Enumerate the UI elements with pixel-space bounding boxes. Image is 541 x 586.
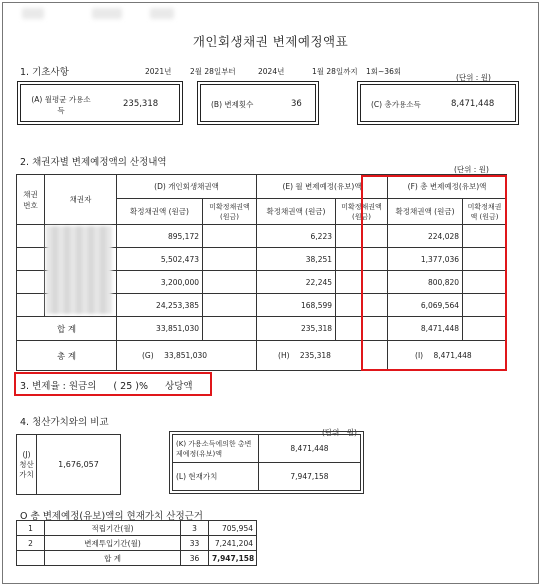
l-label: (L) 현재가치 bbox=[173, 463, 259, 491]
total-h-label: (H) bbox=[278, 351, 290, 360]
present-value-table bbox=[172, 434, 361, 491]
col-d-header: (D) 개인회생채권액 bbox=[117, 175, 257, 199]
f-confirmed-header: 확정채권액 (원금) bbox=[388, 199, 463, 225]
basis-row1-months: 3 bbox=[181, 521, 209, 536]
col-e-header: (E) 월 변제예정(유보)액 bbox=[257, 175, 388, 199]
row2-e: 38,251 bbox=[257, 248, 336, 271]
rate-prefix: 3. 변제율 : 원금의 bbox=[20, 381, 97, 392]
repayment-rate-text bbox=[20, 378, 193, 392]
sum-e: 235,318 bbox=[257, 317, 336, 341]
section1-unit: (단위 : 원) bbox=[456, 73, 491, 82]
box-b-value: 36 bbox=[291, 99, 302, 109]
redacted-header-3 bbox=[150, 8, 174, 19]
basis-row1-amount: 705,954 bbox=[209, 521, 257, 536]
d-confirmed-header: 확정채권액 (원금) bbox=[117, 199, 203, 225]
total-h-value: 235,318 bbox=[299, 351, 331, 360]
sum-f: 8,471,448 bbox=[388, 317, 463, 341]
box-b-label: (B) 변제횟수 bbox=[211, 100, 254, 109]
box-a bbox=[20, 84, 180, 122]
redacted-creditor-names bbox=[46, 226, 112, 314]
col-no-header: 채권 번호 bbox=[17, 175, 45, 225]
row1-d: 895,172 bbox=[117, 225, 203, 248]
table-row bbox=[17, 536, 257, 551]
basis-row2-amount: 7,241,204 bbox=[209, 536, 257, 551]
basis-total-months: 36 bbox=[181, 551, 209, 566]
e-confirmed-header: 확정채권액 (원금) bbox=[257, 199, 336, 225]
row1-f: 224,028 bbox=[388, 225, 463, 248]
row4-f: 6,069,564 bbox=[388, 294, 463, 317]
box-c-label: (C) 총가용소득 bbox=[371, 100, 421, 109]
f-unconfirmed-header: 미확정채권액 (원금) bbox=[463, 199, 507, 225]
section4-heading: 4. 청산가치와의 비교 bbox=[20, 417, 109, 428]
total-label: 총 계 bbox=[17, 341, 117, 371]
section2-unit: (단위 : 원) bbox=[454, 165, 489, 174]
col-f-header: (F) 총 변제예정(유보)액 bbox=[388, 175, 507, 199]
col-creditor-header: 채권자 bbox=[45, 175, 117, 225]
e-unconfirmed-header: 미확정채권액 (원금) bbox=[336, 199, 388, 225]
present-value-basis-table bbox=[16, 520, 257, 566]
liquidation-table bbox=[16, 434, 121, 495]
d-unconfirmed-header: 미확정채권액 (원금) bbox=[203, 199, 257, 225]
l-value: 7,947,158 bbox=[259, 463, 361, 491]
sum-d: 33,851,030 bbox=[117, 317, 203, 341]
total-g-cell bbox=[117, 341, 257, 371]
installments: 1회~36회 bbox=[366, 67, 402, 76]
total-g-value: 33,851,030 bbox=[164, 351, 208, 360]
k-label: (K) 가용소득에의한 총변제예정(유보)액 bbox=[173, 435, 259, 463]
basis-row2-no: 2 bbox=[17, 536, 45, 551]
date-end-year: 2024년 bbox=[258, 67, 285, 76]
section1-heading: 1. 기초사항 bbox=[20, 67, 69, 78]
total-i-label: (I) bbox=[415, 351, 424, 360]
redacted-header-2 bbox=[92, 8, 122, 19]
box-a-value: 235,318 bbox=[123, 99, 159, 109]
box-a-label: (A) 월평균 가용소득 bbox=[31, 95, 91, 115]
rate-value: ( 25 )% bbox=[113, 381, 148, 392]
highlight-column-f bbox=[361, 175, 507, 371]
date-start-year: 2021년 bbox=[145, 67, 172, 76]
document-title: 개인회생채권 변제예정액표 bbox=[192, 34, 349, 49]
table-row bbox=[17, 551, 257, 566]
row4-e: 168,599 bbox=[257, 294, 336, 317]
date-start-md: 2월 28일부터 bbox=[190, 67, 236, 76]
section2-heading: 2. 채권자별 변제예정액의 산정내역 bbox=[20, 157, 167, 168]
date-end-md: 1월 28일까지 bbox=[312, 67, 358, 76]
basis-total-label: 합 계 bbox=[45, 551, 181, 566]
redacted-header-1 bbox=[22, 8, 44, 19]
total-i-value: 8,471,448 bbox=[433, 351, 472, 360]
rate-suffix: 상당액 bbox=[165, 381, 193, 392]
row4-d: 24,253,385 bbox=[117, 294, 203, 317]
basis-row1-label: 적립기간(월) bbox=[45, 521, 181, 536]
table-row bbox=[17, 521, 257, 536]
box-c-value: 8,471,448 bbox=[451, 99, 495, 109]
basis-row1-no: 1 bbox=[17, 521, 45, 536]
sum-label: 합 계 bbox=[17, 317, 117, 341]
row3-d: 3,200,000 bbox=[117, 271, 203, 294]
row3-e: 22,245 bbox=[257, 271, 336, 294]
k-value: 8,471,448 bbox=[259, 435, 361, 463]
basis-row2-months: 33 bbox=[181, 536, 209, 551]
basis-total-amount: 7,947,158 bbox=[209, 551, 257, 566]
box-b bbox=[200, 84, 316, 122]
section4-unit: (단위 : 원) bbox=[322, 428, 357, 437]
j-value: 1,676,057 bbox=[37, 435, 121, 495]
row2-f: 1,377,036 bbox=[388, 248, 463, 271]
j-label: (J) 청산 가치 bbox=[17, 435, 37, 495]
basis-row2-label: 변제투입기간(월) bbox=[45, 536, 181, 551]
total-g-label: (G) bbox=[142, 351, 154, 360]
box-c bbox=[360, 84, 516, 122]
row1-e: 6,223 bbox=[257, 225, 336, 248]
row2-d: 5,502,473 bbox=[117, 248, 203, 271]
row3-f: 800,820 bbox=[388, 271, 463, 294]
section5-heading: O 총 변제예정(유보)액의 현재가치 산정근거 bbox=[20, 511, 203, 522]
